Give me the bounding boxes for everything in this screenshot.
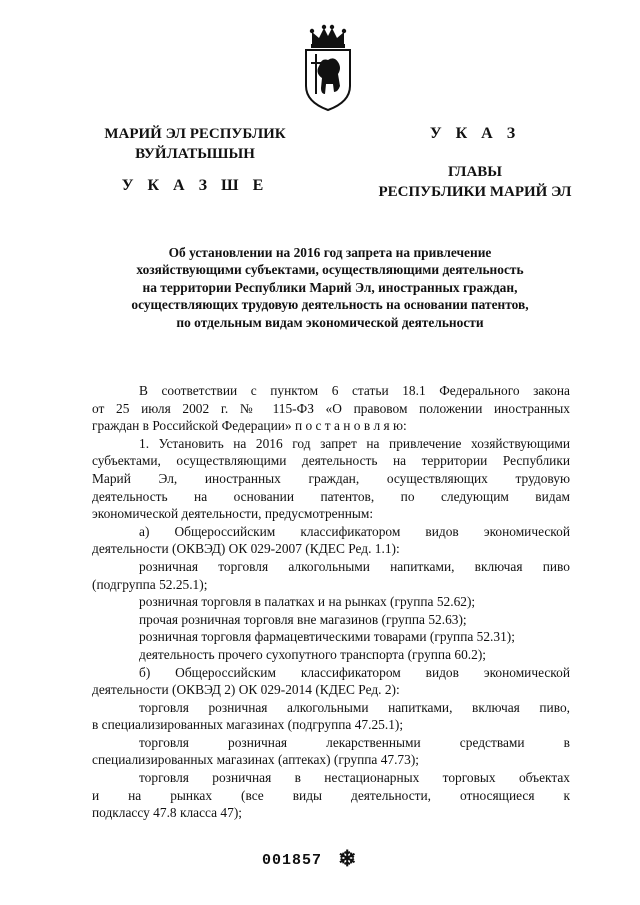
title-line: хозяйствующими субъектами, осуществляющими деятельность xyxy=(136,262,524,278)
body-line: деятельность на основании патентов, по следующим видам xyxy=(92,488,570,504)
asterisk-mark-icon: ❄ xyxy=(338,846,357,871)
header-left-line-3: У К А З Ш Е xyxy=(121,177,269,194)
body-line: граждан в Российской Федерации» п о с т а н о в л я ю: xyxy=(92,418,407,434)
body-line: Марий Эл, иностранных граждан, осуществляющих трудовую xyxy=(92,470,570,486)
body-line: торговля розничная алкогольными напитками, включая пиво, xyxy=(139,699,570,715)
header-right-line-1: У К А З xyxy=(429,125,521,142)
document-body xyxy=(92,382,570,822)
document-title xyxy=(60,244,600,331)
body-line: субъектами, осуществляющими деятельность на территории Республики xyxy=(92,453,570,469)
body-line: специализированных магазинах (аптеках) (группа 47.73); xyxy=(92,752,420,768)
body-line: деятельности (ОКВЭД 2) ОК 029-2014 (КДЕС Ред. 2): xyxy=(92,682,400,698)
body-line: В соответствии с пунктом 6 статьи 18.1 Федерального закона xyxy=(139,383,570,398)
body-line: 1. Установить на 2016 год запрет на привлечение хозяйствующими xyxy=(139,435,570,451)
body-line: деятельности (ОКВЭД) ОК 029-2007 (КДЕС Ред. 1.1): xyxy=(92,541,400,557)
body-line: торговля розничная лекарственными средствами в xyxy=(139,734,570,750)
body-line: и на рынках (все виды деятельности, относящиеся к xyxy=(92,787,570,803)
body-line: торговля розничная в нестационарных торговых объектах xyxy=(139,770,570,786)
title-line: на территории Республики Марий Эл, иностранных граждан, xyxy=(142,279,518,295)
body-line: (подгруппа 52.25.1); xyxy=(92,576,208,592)
header-left-line-2: ВУЙЛАТЫШЫН xyxy=(135,146,255,162)
header-right-line-2: ГЛАВЫ xyxy=(447,164,503,180)
body-line: розничная торговля фармацевтическими товарами (группа 52.31); xyxy=(139,629,515,645)
body-line: а) Общероссийским классификатором видов экономической xyxy=(139,523,570,539)
header-right xyxy=(360,124,590,202)
coat-of-arms-emblem xyxy=(300,22,356,112)
header-left xyxy=(80,124,310,196)
body-line: от 25 июля 2002 г. № 115-ФЗ «О правовом положении иностранных xyxy=(92,400,570,416)
body-line: б) Общероссийским классификатором видов экономической xyxy=(139,664,570,680)
title-line: осуществляющих трудовую деятельность на основании патентов, xyxy=(131,297,529,313)
document-number: 001857 xyxy=(262,852,323,869)
body-line: розничная торговля в палатках и на рынках (группа 52.62); xyxy=(139,594,476,610)
title-line: Об установлении на 2016 год запрета на привлечение xyxy=(168,245,492,260)
body-line: деятельность прочего сухопутного транспорта (группа 60.2); xyxy=(139,646,487,662)
body-line: розничная торговля алкогольными напитками, включая пиво xyxy=(139,558,570,574)
title-line: по отдельным видам экономической деятельности xyxy=(176,314,484,330)
body-line: прочая розничная торговля вне магазинов (группа 52.63); xyxy=(139,611,467,627)
header-left-line-1: МАРИЙ ЭЛ РЕСПУБЛИК xyxy=(104,126,286,142)
body-line: подклассу 47.8 класса 47); xyxy=(92,805,242,821)
header-right-line-3: РЕСПУБЛИКИ МАРИЙ ЭЛ xyxy=(378,184,572,200)
body-line: в специализированных магазинах (подгруппа 47.25.1); xyxy=(92,717,404,733)
body-line: экономической деятельности, предусмотренным: xyxy=(92,506,374,522)
